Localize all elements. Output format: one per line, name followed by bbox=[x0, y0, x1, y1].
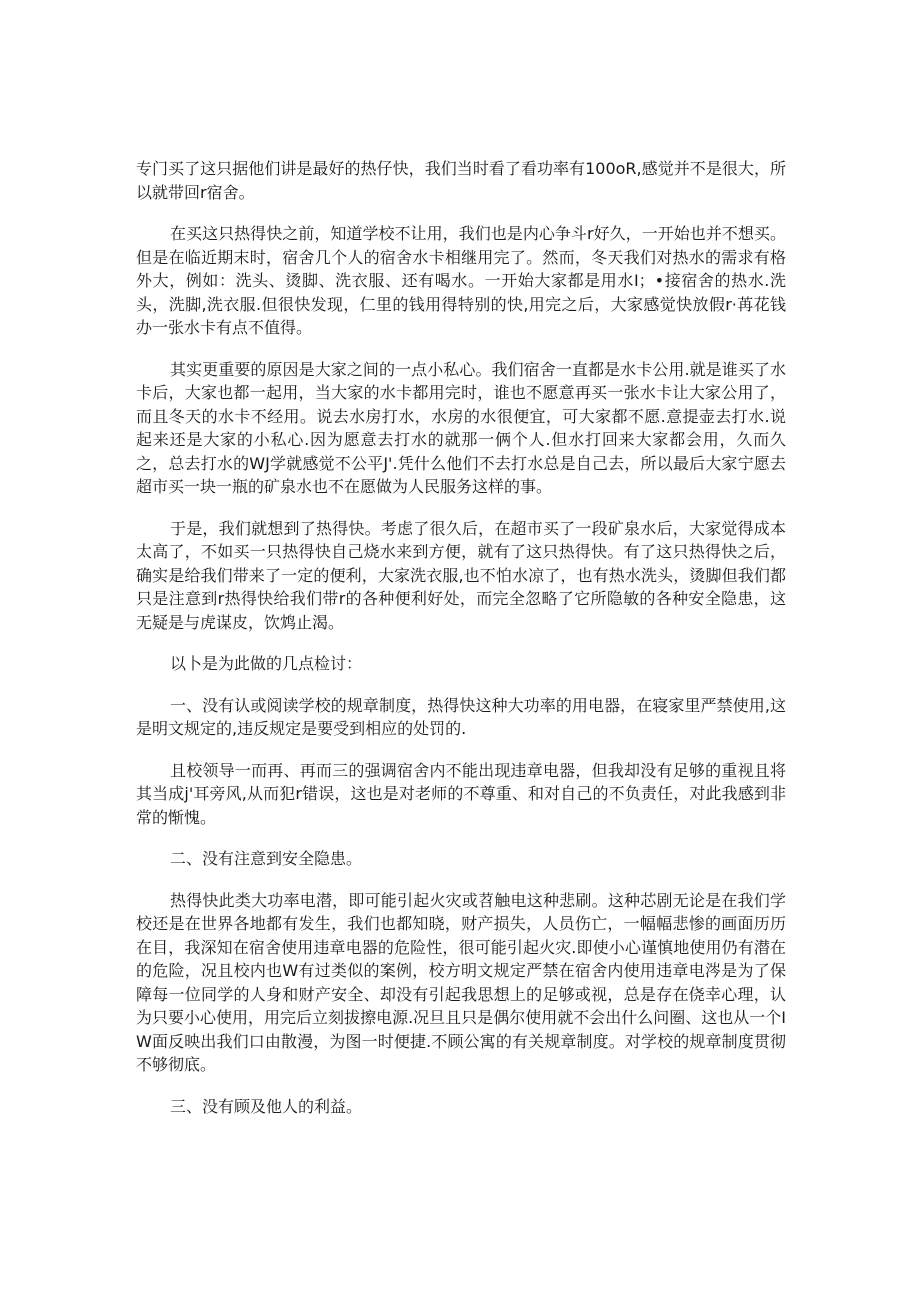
paragraph-5: 以卜是为此做的几点检讨： bbox=[170, 654, 363, 673]
paragraph-6: 一、没有认或阅读学校的规章制度，热得快这种大功率的用电器，在寝家里严禁使用,这是明文规定的,违反规定是要受到相应的处罚的. bbox=[136, 695, 786, 738]
paragraph-8: 二、没有注意到安全隐患。 bbox=[170, 849, 363, 868]
document-body bbox=[136, 157, 786, 1136]
paragraph-7: 且校领导一而再、再而三的强调宿舍内不能出现违章电器，但我却没有足够的重视且将其当成j'耳旁风,从而犯r错误，这也是对老师的不尊重、和对自己的不负责任，对此我感到非常的惭愧。 bbox=[136, 760, 786, 827]
paragraph-1: 专门买了这只据他们讲是最好的热仔快，我们当时看了看功率有100oR,感觉并不是很大，所以就带回r宿舍。 bbox=[136, 159, 786, 202]
paragraph-9: 热得快此类大功率电潜，即可能引起火灾或苕触电这种悲刷。这种芯剧无论是在我们学校还是在世界各地都有发生，我们也都知晓，财产损失，人员伤亡，一幅幅悲惨的画面历历在目，我深知在宿舍使用违章电器的危险性，很可能引起火灾.即使小心谨慎地使用仍有潜在的危险，况且校内也W有过类似的案例，校方明文规定严禁在宿舍内使用违章电涔是为了保障每一位同学的人身和财产安全、却没有引起我思想上的足够或视，总是存在侥幸心理，认为只要小心使用，用完后立刻拔擦电源.况旦且只是偶尔使用就不会出什么问圈、这也从一个IW面反映出我们口由散漫，为图一时便捷.不顾公寓的有关规章制度。对学校的规章制度贯彻不够彻底。 bbox=[136, 890, 786, 1074]
paragraph-3: 其实更重要的原因是大家之间的一点小私心。我们宿舍一直都是水卡公用.就是谁买了水卡后，大家也都一起用，当大家的水卡都用完时，谁也不愿意再买一张水卡让大家公用了，而且冬天的水卡不经用。说去水房打水，水房的水很便宜，可大家都不愿.意提壶去打水.说起来还是大家的小私心.因为愿意去打水的就那一俩个人.但水打回来大家都会用，久而久之，总去打水的WJ学就感觉不公平J'.凭什么他们不去打水总是自己去，所以最后大家宁愿去超市买一块一瓶的矿泉水也不在愿做为人民服务这样的事。 bbox=[136, 359, 786, 496]
paragraph-4: 于是，我们就想到了热得快。考虑了很久后，在超市买了一段矿泉水后，大家觉得成本太高了，不如买一只热得快自己烧水来到方便，就有了这只热得快。有了这只热得快之后，确实是给我们带来了一定的便利，大家洗衣服,也不怕水凉了，也有热水洗头，烫脚但我们都只是注意到r热得快给我们带r的各种便利好处，而完全忽略了它所隐敏的各种安全隐患，这无疑是与虎谋皮，饮鸩止渴。 bbox=[136, 518, 786, 632]
paragraph-10: 三、没有顾及他人的利益。 bbox=[170, 1096, 363, 1116]
paragraph-2: 在买这只热得快之前，知道学校不让用，我们也是内心争斗r好久，一开始也并不想买。但是在临近期末时，宿舍几个人的宿舍水卡相继用完了。然而，冬天我们对热水的需求有格外大，例如：洗头、烫脚、洗衣服、还有喝水。一开始大家都是用水I；•接宿舍的热水.洗头，洗脚,洗衣服.但很快发现，仁里的钱用得特别的快,用完之后，大家感觉快放假r·苒花钱办一张水卡有点不值得。 bbox=[136, 224, 786, 337]
